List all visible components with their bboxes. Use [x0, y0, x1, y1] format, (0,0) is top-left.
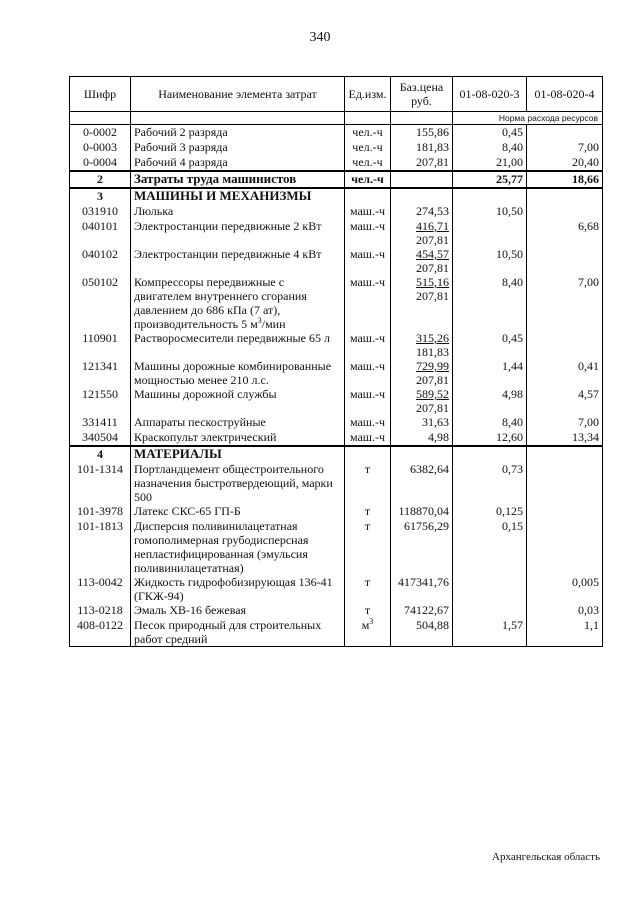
row-norm-col1: 10,50	[453, 247, 527, 275]
row-name	[131, 359, 345, 387]
row-norm-col1: 8,40	[453, 140, 527, 155]
row-norm-col2	[527, 188, 603, 204]
row-unit-text: маш.-ч	[349, 331, 386, 345]
row-price	[391, 415, 453, 430]
row-price-main: 315,26	[416, 331, 449, 345]
row-price-main: 454,57	[416, 247, 449, 261]
row-name-text: Рабочий 4 разряда	[134, 155, 228, 169]
row-price	[391, 446, 453, 462]
row-price	[391, 359, 453, 387]
row-norm-col2: 13,34	[527, 430, 603, 446]
row-code: 2	[70, 171, 131, 188]
row-unit	[345, 171, 391, 188]
row-name-text: Песок природный для строительных работ средний	[134, 618, 322, 646]
row-name-text: Люлька	[134, 204, 174, 218]
row-norm-col2: 0,41	[527, 359, 603, 387]
row-code: 040102	[70, 247, 131, 275]
row-price-main: 4,98	[428, 430, 449, 444]
row-code: 113-0218	[70, 603, 131, 618]
row-code: 101-3978	[70, 504, 131, 519]
header-col2: 01-08-020-4	[527, 77, 603, 112]
row-unit-text: т	[364, 519, 371, 533]
row-norm-col2	[527, 125, 603, 141]
header-unit: Ед.изм.	[345, 77, 391, 112]
table-row	[70, 430, 603, 446]
row-name-text: Латекс СКС-65 ГП-Б	[134, 504, 241, 518]
row-unit-text: чел.-ч	[351, 172, 384, 186]
row-price-main: 417341,76	[398, 575, 449, 589]
row-unit-text: маш.-ч	[349, 219, 386, 233]
row-unit	[345, 188, 391, 204]
row-name	[131, 171, 345, 188]
row-price-secondary: 207,81	[416, 373, 449, 387]
row-price	[391, 387, 453, 415]
row-name-text: Растворосмесители передвижные 65 л	[134, 331, 330, 345]
row-unit-text: т	[364, 575, 371, 589]
norm-caption-row	[70, 112, 603, 125]
row-norm-col1: 4,98	[453, 387, 527, 415]
row-unit	[345, 204, 391, 219]
table-row	[70, 275, 603, 331]
table-row	[70, 575, 603, 603]
row-norm-col2	[527, 446, 603, 462]
row-norm-col1	[453, 446, 527, 462]
row-price	[391, 140, 453, 155]
row-unit-text: маш.-ч	[349, 204, 386, 218]
row-name	[131, 618, 345, 647]
row-name-text: Дисперсия поливинилацетатная гомополимерная грубодисперсная непластифицированная (эмульсия поливинилацетатная)	[134, 519, 309, 575]
row-norm-col2	[527, 462, 603, 504]
row-norm-col1: 21,00	[453, 155, 527, 171]
row-norm-col1: 12,60	[453, 430, 527, 446]
row-unit	[345, 331, 391, 359]
table-row	[70, 519, 603, 575]
row-norm-col1	[453, 575, 527, 603]
row-norm-col1: 0,125	[453, 504, 527, 519]
row-norm-col2	[527, 504, 603, 519]
row-norm-col1: 0,15	[453, 519, 527, 575]
row-code: 0-0004	[70, 155, 131, 171]
row-norm-col1: 0,45	[453, 125, 527, 141]
row-price	[391, 519, 453, 575]
row-unit	[345, 446, 391, 462]
row-unit-text: маш.-ч	[349, 430, 386, 444]
table-row	[70, 331, 603, 359]
row-price-main: 504,88	[416, 618, 449, 632]
table-row	[70, 188, 603, 204]
row-norm-col1: 8,40	[453, 275, 527, 331]
row-unit	[345, 359, 391, 387]
row-name	[131, 415, 345, 430]
table-row	[70, 204, 603, 219]
row-unit	[345, 140, 391, 155]
row-price-main: 118870,04	[398, 504, 449, 518]
row-price	[391, 204, 453, 219]
row-price	[391, 603, 453, 618]
row-unit-text: чел.-ч	[352, 125, 383, 139]
row-price-main: 74122,67	[404, 603, 449, 617]
row-unit-text: чел.-ч	[352, 155, 383, 169]
table-row	[70, 387, 603, 415]
row-name	[131, 504, 345, 519]
row-norm-col1	[453, 219, 527, 247]
row-price-main: 729,99	[416, 359, 449, 373]
row-code: 340504	[70, 430, 131, 446]
row-unit-text: маш.-ч	[349, 415, 386, 429]
row-name	[131, 575, 345, 603]
row-norm-col1	[453, 188, 527, 204]
row-name	[131, 331, 345, 359]
row-price-main: 155,86	[416, 125, 449, 139]
row-name	[131, 430, 345, 446]
table-row	[70, 155, 603, 171]
row-code: 040101	[70, 219, 131, 247]
row-unit	[345, 575, 391, 603]
row-price	[391, 155, 453, 171]
table-row	[70, 247, 603, 275]
table-row	[70, 219, 603, 247]
row-name	[131, 219, 345, 247]
row-price	[391, 188, 453, 204]
row-norm-col2: 4,57	[527, 387, 603, 415]
row-norm-col2: 1,1	[527, 618, 603, 647]
row-code: 031910	[70, 204, 131, 219]
header-price: Баз.цена руб.	[391, 77, 453, 112]
row-name	[131, 446, 345, 462]
row-name-text: Портландцемент общестроительного назначения быстротвердеющий, марки 500	[134, 462, 333, 504]
row-code: 113-0042	[70, 575, 131, 603]
row-unit	[345, 415, 391, 430]
row-norm-col1: 25,77	[453, 171, 527, 188]
row-price-secondary: 207,81	[416, 401, 449, 415]
row-norm-col2: 7,00	[527, 275, 603, 331]
norm-caption: Норма расхода ресурсов	[453, 112, 603, 125]
row-norm-col2	[527, 519, 603, 575]
row-norm-col1: 0,73	[453, 462, 527, 504]
row-name	[131, 155, 345, 171]
row-norm-col2: 6,68	[527, 219, 603, 247]
row-unit	[345, 247, 391, 275]
resource-norms-table	[69, 76, 603, 647]
row-unit	[345, 618, 391, 647]
row-price	[391, 125, 453, 141]
row-price	[391, 462, 453, 504]
row-price-main: 515,16	[416, 275, 449, 289]
row-price-main: 181,83	[416, 140, 449, 154]
row-unit	[345, 504, 391, 519]
row-name	[131, 603, 345, 618]
row-unit-sup: 3	[369, 617, 374, 626]
row-price	[391, 275, 453, 331]
row-name-text: Рабочий 2 разряда	[134, 125, 228, 139]
row-name	[131, 462, 345, 504]
row-norm-col1	[453, 603, 527, 618]
row-name-text: Эмаль ХВ-16 бежевая	[134, 603, 247, 617]
row-norm-col2	[527, 247, 603, 275]
row-norm-col1: 0,45	[453, 331, 527, 359]
row-price-main: 589,52	[416, 387, 449, 401]
row-unit-text: маш.-ч	[349, 275, 386, 289]
table-row	[70, 359, 603, 387]
row-name	[131, 519, 345, 575]
row-unit	[345, 275, 391, 331]
row-name-tail: /мин	[261, 317, 286, 331]
row-name-text: Рабочий 3 разряда	[134, 140, 228, 154]
row-price	[391, 331, 453, 359]
table-row	[70, 171, 603, 188]
header-code: Шифр	[70, 77, 131, 112]
row-price	[391, 171, 453, 188]
row-unit-text: маш.-ч	[349, 247, 386, 261]
header-col1: 01-08-020-3	[453, 77, 527, 112]
row-unit	[345, 155, 391, 171]
row-unit	[345, 430, 391, 446]
table-row	[70, 140, 603, 155]
row-price	[391, 504, 453, 519]
table-row	[70, 125, 603, 141]
row-name-text: Жидкость гидрофобизирующая 136-41 (ГКЖ-94)	[134, 575, 333, 603]
row-code: 331411	[70, 415, 131, 430]
header-name: Наименование элемента затрат	[131, 77, 345, 112]
row-name-text: Аппараты пескоструйные	[134, 415, 266, 429]
row-code: 121550	[70, 387, 131, 415]
row-name	[131, 188, 345, 204]
table-header	[70, 77, 603, 112]
row-unit	[345, 387, 391, 415]
row-unit	[345, 219, 391, 247]
table-row	[70, 504, 603, 519]
row-norm-col2: 7,00	[527, 415, 603, 430]
row-price-secondary: 181,83	[416, 345, 449, 359]
row-unit-text: т	[364, 603, 371, 617]
row-price	[391, 430, 453, 446]
row-name-text: Электростанции передвижные 2 кВт	[134, 219, 322, 233]
row-unit-text: маш.-ч	[349, 387, 386, 401]
row-unit-text: т	[364, 504, 371, 518]
row-norm-col1: 1,57	[453, 618, 527, 647]
row-unit	[345, 125, 391, 141]
row-name	[131, 140, 345, 155]
row-price-main: 61756,29	[404, 519, 449, 533]
row-name-text: Компрессоры передвижные с двигателем внутреннего сгорания давлением до 686 кПа (7 ат), производительность 5 м	[134, 275, 307, 331]
row-code: 110901	[70, 331, 131, 359]
row-name	[131, 387, 345, 415]
row-code: 0-0003	[70, 140, 131, 155]
row-name-text: Электростанции передвижные 4 кВт	[134, 247, 322, 261]
row-price-main: 416,71	[416, 219, 449, 233]
row-price	[391, 618, 453, 647]
row-price	[391, 247, 453, 275]
row-code: 0-0002	[70, 125, 131, 141]
row-norm-col1: 10,50	[453, 204, 527, 219]
table-row	[70, 618, 603, 647]
row-name-text: Машины дорожной службы	[134, 387, 277, 401]
row-name-text: Затраты труда машинистов	[134, 171, 297, 186]
row-unit-text: м	[361, 618, 370, 632]
table-row	[70, 446, 603, 462]
row-code: 408-0122	[70, 618, 131, 647]
row-unit	[345, 519, 391, 575]
row-norm-col2: 18,66	[527, 171, 603, 188]
row-name-text: МАШИНЫ И МЕХАНИЗМЫ	[134, 188, 312, 203]
row-norm-col2	[527, 204, 603, 219]
row-name	[131, 204, 345, 219]
row-norm-col2	[527, 331, 603, 359]
page-number: 340	[309, 30, 331, 45]
row-price-main: 6382,64	[410, 462, 449, 476]
row-price	[391, 219, 453, 247]
row-unit	[345, 462, 391, 504]
row-name-text: Машины дорожные комбинированные мощностью менее 210 л.с.	[134, 359, 332, 387]
row-price-main: 207,81	[416, 155, 449, 169]
row-price-secondary: 207,81	[416, 233, 449, 247]
table-row	[70, 603, 603, 618]
row-price-main: 274,53	[416, 204, 449, 218]
row-norm-col2: 7,00	[527, 140, 603, 155]
row-price-secondary: 207,81	[416, 289, 449, 303]
row-name	[131, 125, 345, 141]
region-footer: Архангельская область	[492, 851, 600, 863]
row-unit-text: т	[364, 462, 371, 476]
table-row	[70, 415, 603, 430]
row-code: 101-1314	[70, 462, 131, 504]
row-code: 101-1813	[70, 519, 131, 575]
table-row	[70, 462, 603, 504]
row-code: 3	[70, 188, 131, 204]
row-name	[131, 275, 345, 331]
row-price-secondary: 207,81	[416, 261, 449, 275]
row-code: 4	[70, 446, 131, 462]
row-norm-col1: 8,40	[453, 415, 527, 430]
row-unit	[345, 603, 391, 618]
row-norm-col2: 20,40	[527, 155, 603, 171]
row-unit-text: чел.-ч	[352, 140, 383, 154]
row-name-text: Краскопульт электрический	[134, 430, 277, 444]
row-name	[131, 247, 345, 275]
row-unit-text: маш.-ч	[349, 359, 386, 373]
row-name-text: МАТЕРИАЛЫ	[134, 446, 222, 461]
row-norm-col1: 1,44	[453, 359, 527, 387]
row-norm-col2: 0,03	[527, 603, 603, 618]
row-price	[391, 575, 453, 603]
row-price-main: 31,63	[422, 415, 449, 429]
row-name-sup: 3	[257, 316, 262, 325]
row-code: 050102	[70, 275, 131, 331]
row-code: 121341	[70, 359, 131, 387]
row-norm-col2: 0,005	[527, 575, 603, 603]
